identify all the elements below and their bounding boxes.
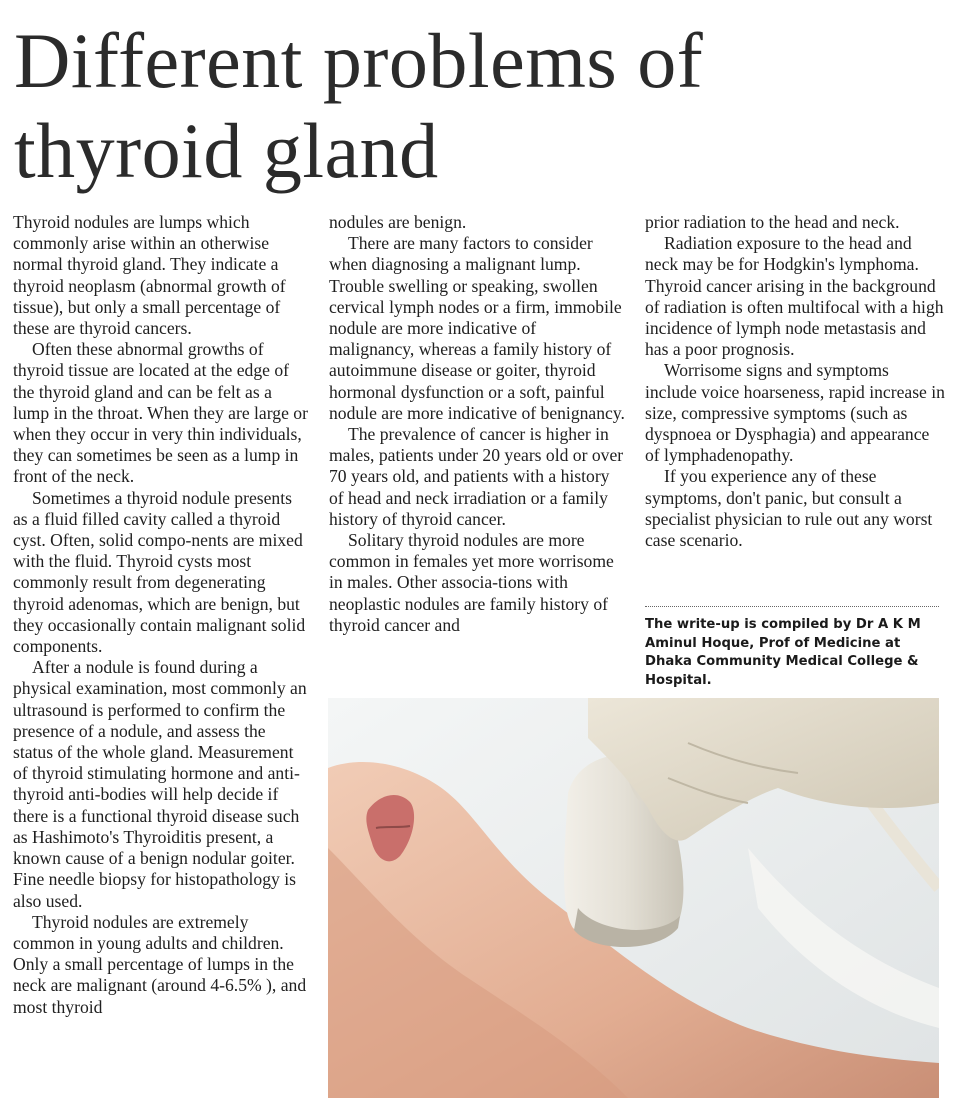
- ultrasound-illustration: [328, 698, 939, 1098]
- paragraph: nodules are benign.: [329, 212, 467, 232]
- headline-line-1: Different problems of: [14, 17, 704, 104]
- paragraph: After a nodule is found during a physical examination, most commonly an ultrasound is performed to confirm the presence of a nodule, and assess the status of the whole gland. Measurement of thyroid stimulating hormone and anti-thyroid anti-bodies will help decide if there is a functional thyroid disease such as Hashimoto's Thyroiditis present, a known cause of a benign nodular goiter. Fine needle biopsy for histopathology is also used.: [13, 657, 307, 911]
- paragraph: Sometimes a thyroid nodule presents as a fluid filled cavity called a thyroid cyst. Often, solid compo-nents are mixed with the fluid. Thyroid cysts most commonly result from degenerating thyroid adenomas, which are benign, but they occasionally contain malignant solid components.: [13, 487, 306, 657]
- paragraph: If you experience any of these symptoms, don't panic, but consult a specialist physician to rule out any worst case scenario.: [645, 466, 933, 551]
- paragraph: prior radiation to the head and neck.: [645, 212, 900, 232]
- ultrasound-photo: [328, 698, 939, 1098]
- article-headline: [14, 16, 914, 196]
- paragraph: Thyroid nodules are extremely common in young adults and children. Only a small percentage of lumps in the neck are malignant (around 4-6.5% ), and most thyroid: [13, 911, 307, 1017]
- article-column-3: [645, 212, 945, 551]
- article-column-1: [13, 212, 309, 1018]
- paragraph: The prevalence of cancer is higher in males, patients under 20 years old or over 70 years old, and patients with a history of head and neck irradiation or a family history of thyroid cancer.: [329, 424, 624, 529]
- paragraph: Solitary thyroid nodules are more common in females yet more worrisome in males. Other associa-tions with neoplastic nodules are family history of thyroid cancer and: [329, 530, 614, 635]
- paragraph: There are many factors to consider when diagnosing a malignant lump. Trouble swelling or speaking, swollen cervical lymph nodes or a firm, immobile nodule are more indicative of malignancy, whereas a family history of autoimmune disease or goiter, thyroid hormonal dysfunction or a soft, painful nodule are more indicative of benignancy.: [329, 233, 625, 423]
- paragraph: Often these abnormal growths of thyroid tissue are located at the edge of the thyroid gland and can be felt as a lump in the throat. When they are large or when they occur in very thin individuals, they can sometimes be seen as a lump in front of the neck.: [13, 339, 308, 487]
- article-column-2: [329, 212, 625, 636]
- headline-line-2: thyroid gland: [14, 107, 439, 194]
- paragraph: Thyroid nodules are lumps which commonly arise within an otherwise normal thyroid gland. They indicate a thyroid neoplasm (abnormal growth of tissue), but only a small percentage of these are thyroid cancers.: [13, 212, 286, 339]
- dotted-divider: [645, 606, 939, 607]
- paragraph: Radiation exposure to the head and neck may be for Hodgkin's lymphoma. Thyroid cancer arising in the background of radiation is often multifocal with a high incidence of lymph node metastasis and has a poor prognosis.: [645, 233, 944, 360]
- paragraph: Worrisome signs and symptoms include voice hoarseness, rapid increase in size, compressive symptoms (such as dyspnoea or Dysphagia) and appearance of lymphadenopathy.: [645, 360, 945, 466]
- author-credit: The write-up is compiled by Dr A K M Aminul Hoque, Prof of Medicine at Dhaka Community Medical College & Hospital.: [645, 617, 921, 688]
